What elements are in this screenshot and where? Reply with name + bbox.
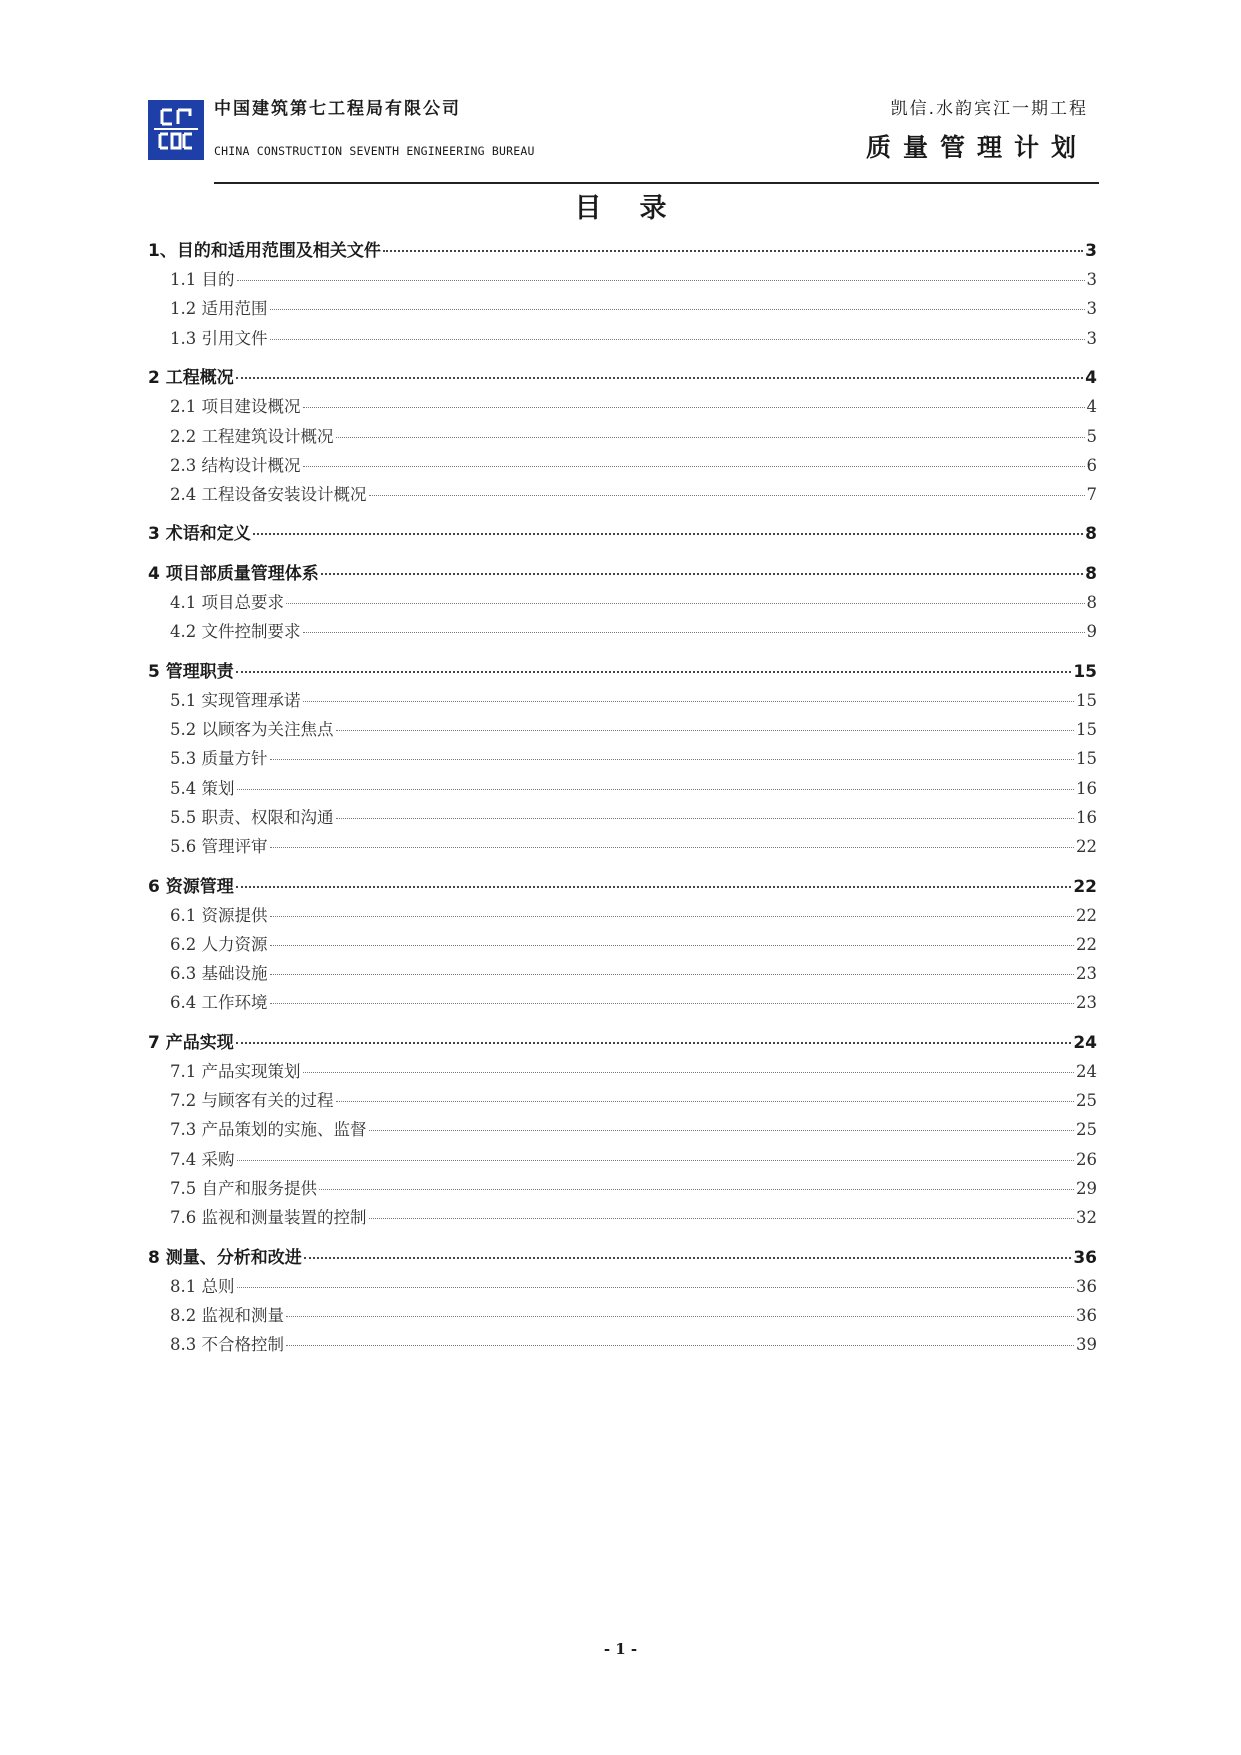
- toc-entry-title: 2.4 工程设备安装设计概况: [170, 484, 367, 504]
- toc-chapter-entry[interactable]: [148, 874, 1097, 900]
- toc-entry-title: 2.3 结构设计概况: [170, 455, 301, 475]
- toc-entry-page: 24: [1073, 1032, 1097, 1053]
- toc-dot-leader: [253, 532, 1083, 535]
- toc-dot-leader: [303, 1071, 1075, 1073]
- toc-entry-title: 2.1 项目建设概况: [170, 397, 301, 417]
- toc-entry-title: 1.1 目的: [170, 270, 235, 290]
- toc-entry-title: 7.3 产品策划的实施、监督: [170, 1120, 367, 1140]
- toc-entry-page: 29: [1076, 1178, 1097, 1198]
- toc-section-entry[interactable]: [148, 1205, 1097, 1231]
- toc-section-entry[interactable]: [148, 990, 1097, 1016]
- toc-entry-title: 6.2 人力资源: [170, 934, 268, 954]
- toc-entry-page: 3: [1086, 299, 1097, 319]
- toc-section-entry[interactable]: [148, 903, 1097, 929]
- toc-dot-leader: [236, 1041, 1072, 1044]
- toc-entry-title: 1、目的和适用范围及相关文件: [148, 241, 381, 261]
- toc-entry-page: 8: [1086, 593, 1097, 613]
- toc-entry-page: 9: [1086, 622, 1097, 642]
- project-name: 凯信.水韵宾江一期工程: [890, 99, 1088, 119]
- toc-entry-page: 15: [1076, 691, 1097, 710]
- toc-section-entry[interactable]: [148, 1332, 1097, 1358]
- toc-entry-page: 3: [1086, 270, 1097, 290]
- toc-entry-title: 7.6 监视和测量装置的控制: [170, 1208, 367, 1227]
- toc-entry-title: 8 测量、分析和改进: [148, 1247, 302, 1268]
- toc-section-entry[interactable]: [148, 1274, 1097, 1300]
- toc-dot-leader: [369, 494, 1085, 496]
- toc-section-entry[interactable]: [148, 326, 1097, 352]
- company-logo: [148, 100, 204, 160]
- toc-entry-page: 24: [1076, 1062, 1097, 1081]
- toc-entry-title: 7.1 产品实现策划: [170, 1062, 301, 1081]
- toc-entry-page: 23: [1076, 964, 1097, 984]
- toc-dot-leader: [270, 973, 1075, 975]
- toc-heading: 目录: [574, 193, 705, 224]
- toc-entry-page: 16: [1076, 807, 1097, 827]
- toc-dot-leader: [303, 465, 1085, 467]
- toc-section-entry[interactable]: [148, 805, 1097, 831]
- toc-entry-title: 6.3 基础设施: [170, 964, 268, 984]
- toc-entry-page: 23: [1076, 993, 1097, 1013]
- toc-entry-title: 7.5 自产和服务提供: [170, 1178, 317, 1198]
- toc-dot-leader: [303, 631, 1085, 633]
- toc-chapter-entry[interactable]: [148, 1030, 1097, 1056]
- toc-entry-title: 6.4 工作环境: [170, 993, 268, 1013]
- toc-entry-title: 4.2 文件控制要求: [170, 622, 301, 642]
- toc-section-entry[interactable]: [148, 482, 1097, 508]
- toc-chapter-entry[interactable]: [148, 365, 1097, 391]
- toc-entry-page: 3: [1086, 328, 1097, 348]
- toc-entry-page: 36: [1076, 1305, 1097, 1325]
- toc-entry-page: 15: [1076, 749, 1097, 769]
- toc-dot-leader: [237, 1286, 1075, 1288]
- toc-entry-page: 4: [1086, 397, 1097, 417]
- toc-dot-leader: [336, 1100, 1075, 1102]
- toc-entry-page: 16: [1076, 778, 1097, 798]
- toc-entry-title: 7 产品实现: [148, 1032, 234, 1053]
- toc-dot-leader: [319, 1188, 1074, 1190]
- document-title: 质量管理计划: [865, 133, 1088, 162]
- toc-entry-title: 8.3 不合格控制: [170, 1335, 284, 1355]
- toc-entry-title: 2.2 工程建筑设计概况: [170, 426, 334, 446]
- toc-entry-page: 25: [1076, 1120, 1097, 1140]
- toc-dot-leader: [286, 1315, 1074, 1317]
- toc-section-entry[interactable]: [148, 1303, 1097, 1329]
- toc-entry-title: 5.2 以顾客为关注焦点: [170, 720, 334, 740]
- toc-section-entry[interactable]: [148, 1059, 1097, 1085]
- toc-dot-leader: [237, 788, 1075, 790]
- toc-section-entry[interactable]: [148, 590, 1097, 616]
- toc-entry-title: 5.3 质量方针: [170, 749, 268, 769]
- toc-dot-leader: [270, 915, 1075, 917]
- toc-dot-leader: [336, 729, 1075, 731]
- toc-section-entry[interactable]: [148, 619, 1097, 645]
- toc-dot-leader: [303, 406, 1085, 408]
- toc-dot-leader: [286, 1344, 1074, 1346]
- toc-section-entry[interactable]: [148, 688, 1097, 714]
- toc-dot-leader: [237, 1159, 1075, 1161]
- toc-section-entry[interactable]: [148, 1176, 1097, 1202]
- toc-dot-leader: [270, 1002, 1075, 1004]
- toc-section-entry[interactable]: [148, 453, 1097, 479]
- toc-entry-title: 2 工程概况: [148, 368, 234, 389]
- toc-entry-page: 22: [1076, 837, 1097, 856]
- toc-entry-page: 4: [1085, 368, 1097, 389]
- toc-section-entry[interactable]: [148, 776, 1097, 802]
- page-header: [148, 90, 1098, 186]
- toc-section-entry[interactable]: [148, 1147, 1097, 1173]
- toc-section-entry[interactable]: [148, 1117, 1097, 1143]
- toc-entry-page: 6: [1086, 455, 1097, 475]
- toc-entry-title: 5 管理职责: [148, 661, 234, 682]
- toc-entry-title: 7.4 采购: [170, 1149, 235, 1169]
- toc-section-entry[interactable]: [148, 961, 1097, 987]
- toc-section-entry[interactable]: [148, 267, 1097, 293]
- company-name-cn: 中国建筑第七工程局有限公司: [214, 99, 461, 119]
- toc-entry-page: 8: [1085, 524, 1097, 545]
- toc-dot-leader: [304, 1256, 1072, 1259]
- toc-entry-title: 6.1 资源提供: [170, 905, 268, 925]
- toc-section-entry[interactable]: [148, 296, 1097, 322]
- toc-entry-title: 1.2 适用范围: [170, 299, 268, 319]
- toc-chapter-entry[interactable]: [148, 659, 1097, 685]
- toc-dot-leader: [336, 817, 1075, 819]
- toc-section-entry[interactable]: [148, 717, 1097, 743]
- company-name-en: CHINA CONSTRUCTION SEVENTH ENGINEERING BUREAU: [214, 144, 535, 158]
- toc-dot-leader: [286, 602, 1085, 604]
- toc-dot-leader: [270, 944, 1075, 946]
- toc-dot-leader: [369, 1217, 1075, 1219]
- toc-section-entry[interactable]: [148, 932, 1097, 958]
- toc-chapter-entry[interactable]: [148, 561, 1097, 587]
- toc-dot-leader: [383, 249, 1083, 252]
- page-number: - 1 -: [603, 1640, 638, 1658]
- toc-dot-leader: [236, 376, 1083, 379]
- toc-entry-page: 36: [1073, 1247, 1097, 1268]
- toc-section-entry[interactable]: [148, 834, 1097, 860]
- toc-entry-title: 8.2 监视和测量: [170, 1305, 284, 1325]
- header-divider: [214, 182, 1099, 184]
- toc-entry-page: 22: [1073, 876, 1097, 897]
- toc-dot-leader: [270, 308, 1085, 310]
- toc-entry-page: 25: [1076, 1091, 1097, 1111]
- toc-dot-leader: [270, 846, 1075, 848]
- toc-entry-title: 5.5 职责、权限和沟通: [170, 807, 334, 827]
- toc-section-entry[interactable]: [148, 746, 1097, 772]
- toc-chapter-entry[interactable]: [148, 238, 1097, 264]
- toc-entry-page: 39: [1076, 1335, 1097, 1355]
- toc-entry-title: 3 术语和定义: [148, 524, 251, 545]
- toc-entry-title: 5.4 策划: [170, 778, 235, 798]
- toc-entry-title: 6 资源管理: [148, 876, 234, 897]
- toc-entry-page: 26: [1076, 1149, 1097, 1169]
- toc-dot-leader: [321, 572, 1083, 575]
- toc-section-entry[interactable]: [148, 394, 1097, 420]
- toc-dot-leader: [237, 279, 1085, 281]
- toc-entry-page: 5: [1086, 426, 1097, 446]
- toc-entry-title: 4.1 项目总要求: [170, 593, 284, 613]
- toc-entry-title: 7.2 与顾客有关的过程: [170, 1091, 334, 1111]
- toc-entry-page: 22: [1076, 934, 1097, 954]
- toc-entry-page: 22: [1076, 905, 1097, 925]
- toc-dot-leader: [236, 670, 1072, 673]
- toc-entry-page: 36: [1076, 1276, 1097, 1296]
- toc-entry-title: 5.1 实现管理承诺: [170, 691, 301, 710]
- toc-entry-page: 7: [1086, 484, 1097, 504]
- toc-dot-leader: [369, 1129, 1075, 1131]
- toc-chapter-entry[interactable]: [148, 1245, 1097, 1271]
- toc-entry-title: 1.3 引用文件: [170, 328, 268, 348]
- toc-entry-title: 4 项目部质量管理体系: [148, 563, 319, 584]
- toc-entry-page: 32: [1076, 1208, 1097, 1227]
- toc-section-entry[interactable]: [148, 424, 1097, 450]
- toc-dot-leader: [336, 436, 1085, 438]
- toc-entry-page: 15: [1076, 720, 1097, 740]
- toc-entry-page: 15: [1073, 661, 1097, 682]
- toc-entry-title: 8.1 总则: [170, 1276, 235, 1296]
- toc-dot-leader: [270, 758, 1075, 760]
- toc-entry-title: 5.6 管理评审: [170, 837, 268, 856]
- toc-entry-page: 3: [1085, 241, 1097, 261]
- toc-dot-leader: [236, 885, 1072, 888]
- toc-dot-leader: [270, 338, 1085, 340]
- toc-chapter-entry[interactable]: [148, 521, 1097, 547]
- toc-dot-leader: [303, 700, 1075, 702]
- toc-section-entry[interactable]: [148, 1088, 1097, 1114]
- toc-entry-page: 8: [1085, 563, 1097, 584]
